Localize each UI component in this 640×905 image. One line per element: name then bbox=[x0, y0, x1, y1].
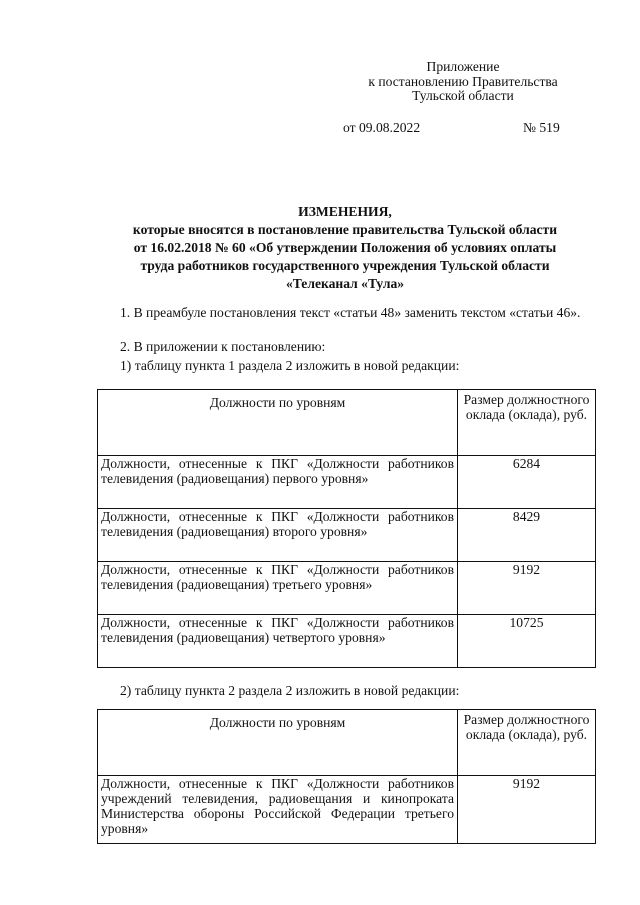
table-row bbox=[98, 776, 596, 844]
size-cell: 8429 bbox=[458, 509, 596, 562]
salary-table-2 bbox=[97, 709, 596, 844]
header-size: Размер должностного оклада (оклада), руб. bbox=[458, 390, 596, 456]
position-cell: Должности, отнесенные к ПКГ «Должности работников телевидения (радиовещания) четвертого уровня» bbox=[98, 615, 458, 668]
size-cell: 10725 bbox=[458, 615, 596, 668]
paragraph-1: 1. В преамбуле постановления текст «статьи 48» заменить текстом «статьи 46». bbox=[120, 305, 581, 320]
paragraph-3: 1) таблицу пункта 1 раздела 2 изложить в новой редакции: bbox=[120, 358, 460, 373]
title-line: которые вносятся в постановление правительства Тульской области bbox=[132, 222, 558, 237]
annex-line: Тульской области bbox=[412, 88, 514, 103]
table-row bbox=[98, 615, 596, 668]
document-title bbox=[90, 203, 600, 293]
annex-line: Приложение bbox=[426, 59, 500, 74]
size-cell: 9192 bbox=[458, 562, 596, 615]
table-header-row bbox=[98, 710, 596, 776]
annex-date: от 09.08.2022 bbox=[343, 120, 421, 135]
position-cell: Должности, отнесенные к ПКГ «Должности работников учреждений телевидения, радиовещания и кинопроката Министерства обороны Российской Федерации третьего уровня» bbox=[98, 776, 458, 844]
salary-table-1 bbox=[97, 389, 596, 668]
size-cell: 9192 bbox=[458, 776, 596, 844]
title-line: «Телеканал «Тула» bbox=[285, 276, 405, 291]
paragraph-4: 2) таблицу пункта 2 раздела 2 изложить в новой редакции: bbox=[120, 683, 460, 698]
position-cell: Должности, отнесенные к ПКГ «Должности работников телевидения (радиовещания) второго уровня» bbox=[98, 509, 458, 562]
title-line: от 16.02.2018 № 60 «Об утверждении Положения об условиях оплаты bbox=[133, 240, 557, 255]
table-row bbox=[98, 562, 596, 615]
header-position: Должности по уровням bbox=[98, 710, 458, 776]
position-cell: Должности, отнесенные к ПКГ «Должности работников телевидения (радиовещания) первого уровня» bbox=[98, 456, 458, 509]
title-line: ИЗМЕНЕНИЯ, bbox=[298, 204, 392, 219]
annex-line: к постановлению Правительства bbox=[368, 73, 558, 89]
annex-header bbox=[340, 60, 586, 104]
header-size: Размер должностного оклада (оклада), руб. bbox=[458, 710, 596, 776]
table-row bbox=[98, 456, 596, 509]
header-position: Должности по уровням bbox=[98, 390, 458, 456]
title-line: труда работников государственного учреждения Тульской области bbox=[140, 258, 550, 273]
paragraph-2: 2. В приложении к постановлению: bbox=[120, 339, 326, 354]
size-cell: 6284 bbox=[458, 456, 596, 509]
position-cell: Должности, отнесенные к ПКГ «Должности работников телевидения (радиовещания) третьего уровня» bbox=[98, 562, 458, 615]
table-row bbox=[98, 509, 596, 562]
table-header-row bbox=[98, 390, 596, 456]
annex-number: № 519 bbox=[523, 120, 560, 135]
